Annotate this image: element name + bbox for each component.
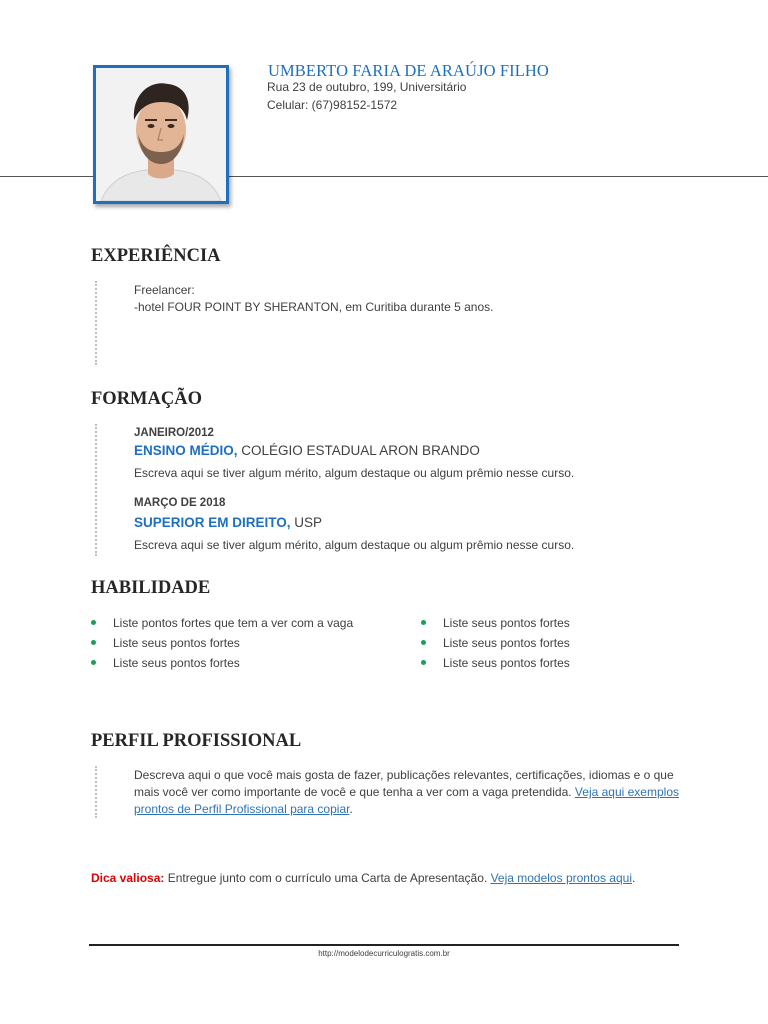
footer-url: http://modelodecurriculogratis.com.br [318, 949, 450, 958]
bullet-icon [421, 640, 426, 645]
education-degree [134, 515, 322, 530]
phone-text: Celular: (67)98152-1572 [267, 98, 398, 112]
profile-title: PERFIL PROFISSIONAL [91, 731, 302, 751]
list-item: Liste seus pontos fortes [91, 656, 353, 676]
degree-name: ENSINO MÉDIO, [134, 443, 238, 458]
degree-name: SUPERIOR EM DIREITO, [134, 515, 291, 530]
tip-paragraph: Dica valiosa: Entregue junto com o currículo uma Carta de Apresentação. Veja modelos prontos aqui. [91, 871, 636, 885]
school-name: USP [290, 515, 323, 530]
skills-list-left [91, 616, 353, 676]
avatar-icon [96, 68, 226, 201]
footer-divider [89, 944, 679, 946]
cover-letter-link[interactable]: Veja modelos prontos aqui [490, 871, 632, 885]
education-date: JANEIRO/2012 [134, 427, 214, 439]
experience-divider [95, 281, 97, 365]
experience-line-1: Freelancer: [134, 283, 195, 297]
education-degree [134, 443, 480, 458]
experience-title: EXPERIÊNCIA [91, 246, 221, 266]
bullet-icon [421, 620, 426, 625]
education-description: Escreva aqui se tiver algum mérito, algum destaque ou algum prêmio nesse curso. [134, 538, 575, 552]
address-text: Rua 23 de outubro, 199, Universitário [267, 80, 467, 94]
experience-line-2: -hotel FOUR POINT BY SHERANTON, em Curitiba durante 5 anos. [134, 300, 494, 314]
list-item: Liste seus pontos fortes [421, 616, 570, 636]
school-name: COLÉGIO ESTADUAL ARON BRANDO [237, 443, 480, 458]
bullet-icon [421, 660, 426, 665]
list-item: Liste seus pontos fortes [421, 636, 570, 656]
list-item: Liste seus pontos fortes [91, 636, 353, 656]
candidate-name: UMBERTO FARIA DE ARAÚJO FILHO [268, 61, 549, 80]
profile-divider [95, 766, 97, 818]
list-item: Liste pontos fortes que tem a ver com a vaga [91, 616, 353, 636]
education-title: FORMAÇÃO [91, 389, 202, 409]
skills-list-right [421, 616, 570, 676]
profile-examples-link[interactable]: Veja aqui exemplos prontos de Perfil Profissional para copiar [134, 785, 679, 816]
bullet-icon [91, 620, 96, 625]
list-item: Liste seus pontos fortes [421, 656, 570, 676]
education-divider [95, 424, 97, 556]
education-description: Escreva aqui se tiver algum mérito, algum destaque ou algum prêmio nesse curso. [134, 466, 575, 480]
profile-paragraph: Descreva aqui o que você mais gosta de fazer, publicações relevantes, certificações, idiomas e o que mais você ver como importante de você e que tenha a ver com a vaga pretendida. Veja aqui exemplos prontos de Perfil Profissional para copiar. [134, 768, 679, 816]
tip-label: Dica valiosa: [91, 871, 165, 885]
education-date: MARÇO DE 2018 [134, 497, 226, 509]
profile-photo [93, 65, 229, 204]
bullet-icon [91, 660, 96, 665]
skills-title: HABILIDADE [91, 578, 211, 598]
bullet-icon [91, 640, 96, 645]
